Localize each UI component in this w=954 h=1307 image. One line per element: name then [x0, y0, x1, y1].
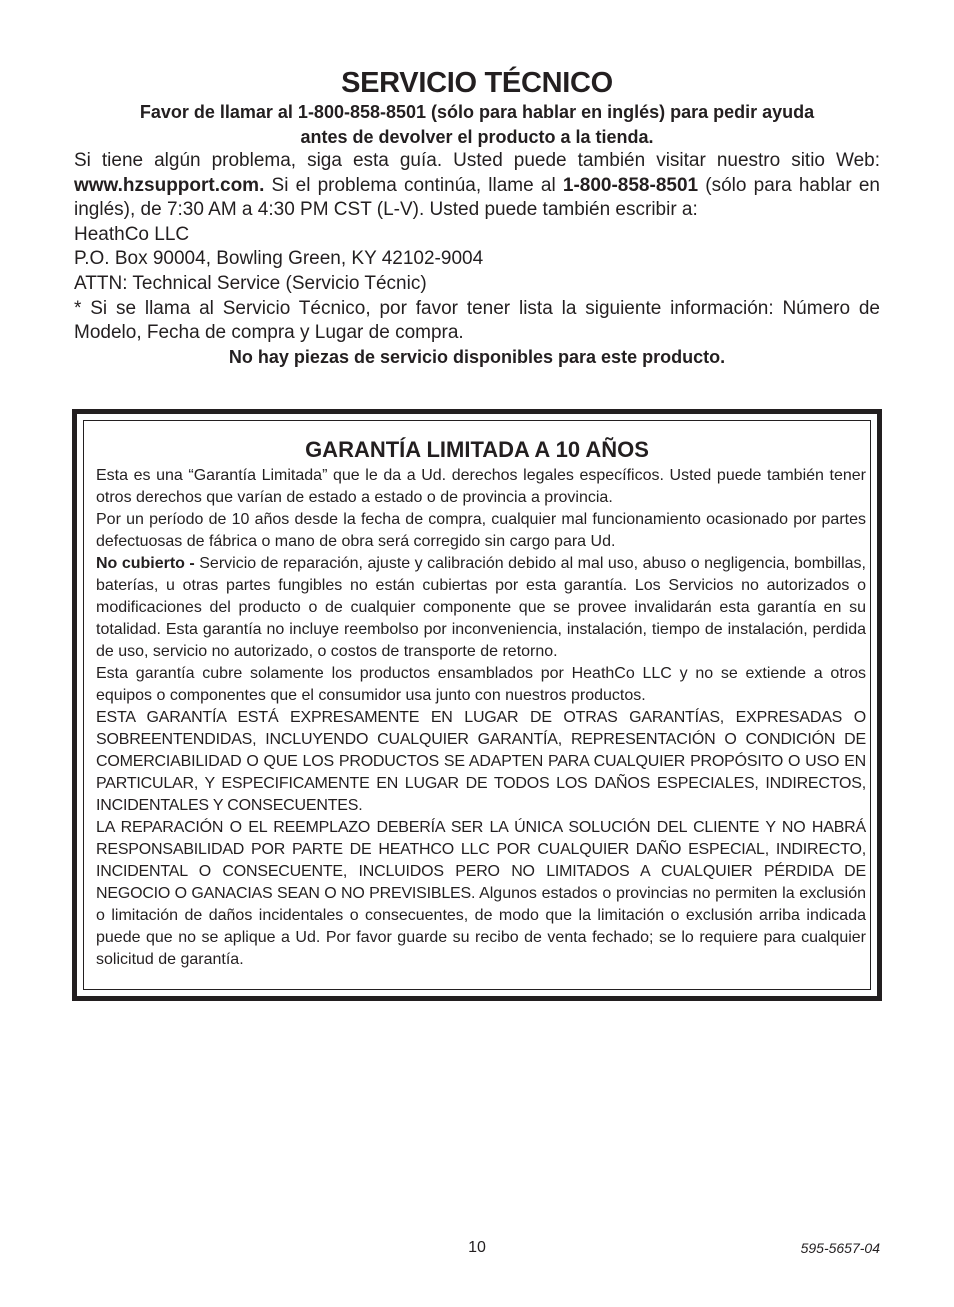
service-body [74, 149, 880, 346]
warranty-paragraph: Esta garantía cubre solamente los productos ensamblados por HeathCo LLC y no se extiende a otros equipos o componentes que el consumidor usa junto con nuestros productos. [96, 665, 866, 704]
support-phone: 1-800-858-8501 [562, 174, 699, 196]
address-po-box: P.O. Box 90004, Bowling Green, KY 42102-9004 [74, 248, 484, 270]
address-attn: ATTN: Technical Service (Servicio Técnic) [74, 272, 427, 294]
callout-line-1: Favor de llamar al 1-800-858-8501 (sólo para hablar en inglés) para pedir ayuda [139, 102, 815, 122]
service-callout [74, 100, 880, 149]
warranty-paragraph [96, 553, 866, 663]
service-title: SERVICIO TÉCNICO [341, 67, 613, 99]
callout-line-2: antes de devolver el producto a la tienda. [300, 126, 654, 147]
info-note: * Si se llama al Servicio Técnico, por favor tener lista la siguiente información: Número de Modelo, Fecha de compra y Lugar de compra. [74, 297, 880, 344]
warranty-body [96, 465, 866, 971]
no-parts-note: No hay piezas de servicio disponibles para este producto. [228, 347, 726, 367]
warranty-paragraph: Esta es una “Garantía Limitada” que le da a Ud. derechos legales específicos. Usted puede también tener otros derechos que varían de estado a estado o de provincia a provincia. [96, 467, 866, 506]
address-company: HeathCo LLC [74, 223, 190, 245]
service-text: (sólo para hablar en inglés), de 7:30 AM a 4:30 PM CST (L-V). Usted puede también escribir a: [74, 174, 880, 221]
service-text: Si el problema continúa, llame al [264, 174, 563, 196]
support-url-link[interactable]: www.hzsupport.com. [74, 174, 265, 196]
warranty-title: GARANTÍA LIMITADA A 10 AÑOS [305, 437, 649, 462]
warranty-paragraph: ESTA GARANTÍA ESTÁ EXPRESAMENTE EN LUGAR DE OTRAS GARANTÍAS, EXPRESADAS O SOBREENTENDIDAS, INCLUYENDO CUALQUIER GARANTÍA, REPRESENTACIÓN O CONDICIÓN DE COMERCIABILIDAD O QUE LOS PRODUCTOS SE ADAPTEN PARA CUALQUIER PROPÓSITO O USO EN PARTICULAR, Y ESPECIFICAMENTE EN LUGAR DE TODOS LOS DAÑOS ESPECIALES, INDIRECTOS, INCIDENTALES Y CONSECUENTES. [96, 709, 866, 814]
service-paragraph [74, 149, 880, 223]
warranty-inner-frame [83, 420, 871, 990]
liability-text: Algunos estados o provincias no permiten la exclusión o limitación de daños incidentales o consecuentes, de modo que la limitación o exclusión arriba indicada puede que no se aplique a Ud. Por favor guarde su recibo de venta fechado; se lo requiere para cualquier solicitud de garantía. [96, 885, 867, 968]
warranty-box [72, 409, 882, 1001]
liability-caps-text: LA REPARACIÓN O EL REEMPLAZO DEBERÍA SER LA ÚNICA SOLUCIÓN DEL CLIENTE Y NO HABRÁ RESPONSABILIDAD POR PARTE DE HEATHCO LLC POR CUALQUIER DAÑO ESPECIAL, INDIRECTO, INCIDENTAL O CONSECUENTE, INCLUIDOS PERO NO LIMITADOS A CUALQUIER PÉRDIDA DE NEGOCIO O GANACIAS SEAN O NO PREVISIBLES. [96, 819, 866, 902]
warranty-paragraph [96, 817, 866, 971]
document-code: 595-5657-04 [800, 1240, 880, 1256]
service-text: Si tiene algún problema, siga esta guía. Usted puede también visitar nuestro sitio Web: [74, 150, 880, 171]
not-covered-label: No cubierto - [96, 555, 195, 572]
warranty-paragraph: Por un período de 10 años desde la fecha de compra, cualquier mal funcionamiento ocasionado por partes defectuosas de fábrica o mano de obra será corregido sin cargo para Ud. [96, 511, 866, 550]
not-covered-text: Servicio de reparación, ajuste y calibración debido al mal uso, abuso o negligencia, bombillas, baterías, u otras partes fungibles no están cubiertas por esta garantía. Los Servicios no autorizados o modificaciones del producto o de cualquier componente que se provee invalidarán esta garantía en su totalidad. Esta garantía no incluye reembolso por inconveniencia, instalación, tiempo de instalación, perdida de uso, servicio no autorizado, o costos de transporte de retorno. [96, 555, 867, 660]
page-number: 10 [468, 1239, 486, 1256]
